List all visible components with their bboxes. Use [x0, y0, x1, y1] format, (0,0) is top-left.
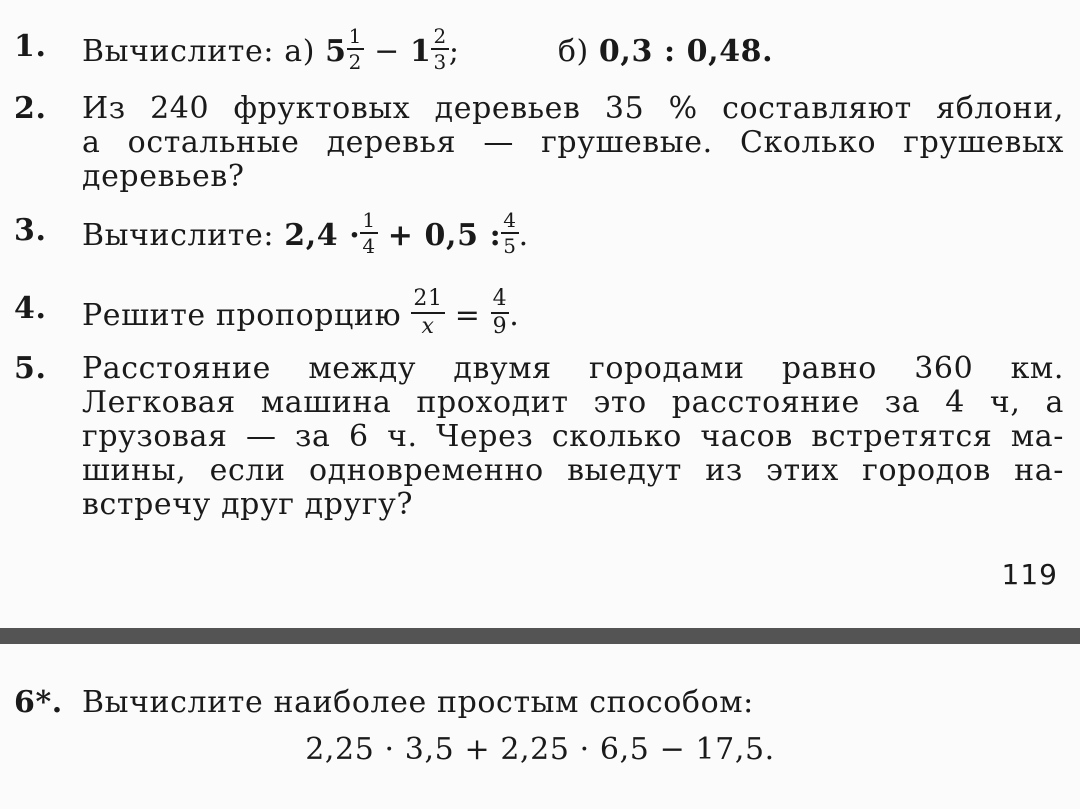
separator: ;: [448, 34, 460, 69]
text-line: грузовая — за 6 ч. Через сколько часов встретятся ма-: [82, 419, 1064, 454]
page-bottom: [0, 644, 1080, 809]
task-label: Вычислите:: [82, 34, 275, 69]
part-b-expression: 0,3 : 0,48.: [598, 34, 774, 69]
task-6: [14, 686, 1064, 720]
task-label: Решите пропорцию: [82, 298, 402, 333]
task-4: [14, 286, 1064, 342]
text-line: Легковая машина проходит это расстояние за 4 ч, а: [82, 385, 1064, 420]
task-number: 5.: [14, 351, 47, 386]
task-2: [14, 92, 1064, 194]
task-3: [14, 208, 1064, 260]
equals-sign: =: [454, 298, 481, 333]
task-number: 3.: [14, 213, 47, 248]
expression-term: 2,4 ·: [284, 218, 361, 253]
task-number: 4.: [14, 291, 47, 326]
mixed-number-whole: 1: [410, 34, 432, 69]
period: .: [509, 298, 520, 333]
text-line: встречу друг другу?: [82, 487, 414, 522]
page-divider: [0, 628, 1080, 644]
part-b-letter: б): [557, 34, 589, 69]
task-number: 6*.: [14, 685, 63, 720]
fraction: $\frac{21}{x}$: [413, 286, 443, 339]
task-6-expression: 2,25 · 3,5 + 2,25 · 6,5 − 17,5.: [305, 732, 775, 767]
fraction: $\frac{1}{2}$: [348, 24, 362, 74]
task-number: 1.: [14, 29, 47, 64]
operator: −: [374, 34, 400, 69]
fraction: $\frac{1}{4}$: [362, 208, 376, 258]
task-label: Вычислите:: [82, 218, 275, 253]
fraction: $\frac{4}{5}$: [503, 208, 517, 258]
fraction: $\frac{2}{3}$: [433, 24, 447, 74]
fraction: $\frac{4}{9}$: [492, 286, 508, 339]
mixed-number-whole: 5: [325, 34, 347, 69]
task-5: [14, 352, 1064, 522]
page-number: 119: [1001, 558, 1058, 591]
task-label: Вычислите наиболее простым способом:: [82, 685, 754, 720]
text-line: Из 240 фруктовых деревьев 35 % составляют яблони,: [82, 91, 1064, 126]
part-a-letter: а): [284, 34, 316, 69]
text-line: а остальные деревья — грушевые. Сколько грушевых: [82, 125, 1064, 160]
text-line: деревьев?: [82, 159, 245, 194]
task-1: [14, 24, 1064, 76]
text-line: Расстояние между двумя городами равно 360 км.: [82, 351, 1064, 386]
expression-term: + 0,5 :: [387, 218, 502, 253]
text-line: шины, если одновременно выедут из этих городов на-: [82, 453, 1064, 488]
period: .: [518, 218, 529, 253]
task-number: 2.: [14, 91, 47, 126]
